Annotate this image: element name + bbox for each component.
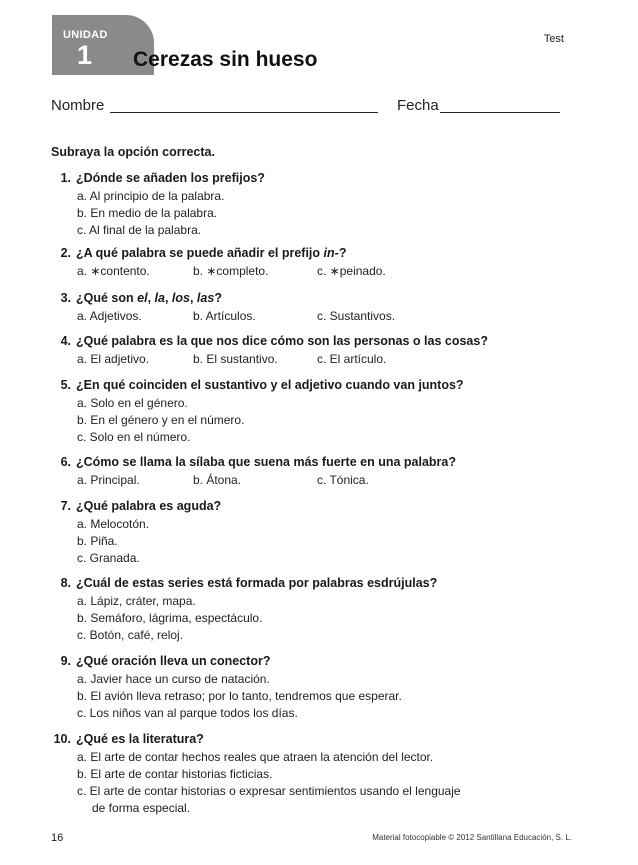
copyright: Material fotocopiable © 2012 Santillana Educación, S. L. [372,833,572,842]
option[interactable]: a. Adjetivos. [77,309,142,323]
option[interactable]: c. Tónica. [317,473,369,487]
question-text-part: ? [338,246,347,260]
question-number: 7. [60,499,71,513]
option[interactable]: a. El adjetivo. [77,352,150,366]
name-field[interactable] [110,112,378,113]
question-text: ¿Qué palabra es la que nos dice cómo son las personas o las cosas? [76,334,488,348]
section-label: Test [543,33,564,45]
date-label: Fecha [397,97,439,114]
question-number: 5. [60,378,71,392]
option[interactable]: a. El arte de contar hechos reales que atraen la atención del lector. [77,750,434,764]
question-number: 2. [60,246,71,260]
option[interactable]: c. Granada. [77,551,140,565]
instruction: Subraya la opción correcta. [51,145,215,159]
option[interactable]: b. En medio de la palabra. [77,206,218,220]
unit-number: 1 [77,40,93,70]
option[interactable]: b. Átona. [193,473,242,487]
question-text: ¿Dónde se añaden los prefijos? [76,171,265,185]
question-text: ¿Cuál de estas series está formada por palabras esdrújulas? [76,576,438,590]
question-text: ¿Qué son el, la, los, las? [76,291,222,305]
option[interactable]: b. Semáforo, lágrima, espectáculo. [77,611,263,625]
option[interactable]: b. El arte de contar historias ficticias. [77,767,273,781]
page-number: 16 [51,832,64,844]
page-title: Cerezas sin hueso [133,48,318,71]
question-number: 3. [60,291,71,305]
option[interactable]: b. ∗completo. [193,264,269,278]
question-number: 9. [60,654,71,668]
option[interactable]: b. En el género y en el número. [77,413,245,427]
unit-label: UNIDAD [63,29,108,41]
option[interactable]: b. El avión lleva retraso; por lo tanto, tendremos que esperar. [77,689,402,703]
question-text: ¿Cómo se llama la sílaba que suena más fuerte en una palabra? [76,455,456,469]
question-text-part: ¿A qué palabra se puede añadir el prefijo [76,246,324,260]
option[interactable]: c. El artículo. [317,352,387,366]
question-number: 1. [60,171,71,185]
option[interactable]: c. Solo en el número. [77,430,191,444]
question-number: 8. [60,576,71,590]
option[interactable]: c. El arte de contar historias o expresar sentimientos usando el lenguaje [77,784,461,798]
option[interactable]: a. Al principio de la palabra. [77,189,225,203]
option[interactable]: a. Melocotón. [77,517,150,531]
option[interactable]: c. Sustantivos. [317,309,396,323]
name-label: Nombre [51,97,105,114]
option[interactable]: b. Piña. [77,534,118,548]
option[interactable]: b. El sustantivo. [193,352,278,366]
option[interactable]: c. Los niños van al parque todos los días. [77,706,298,720]
question-text: ¿Qué es la literatura? [76,732,204,746]
option[interactable]: c. Al final de la palabra. [77,223,202,237]
question-text: ¿Qué palabra es aguda? [76,499,222,513]
option[interactable]: a. ∗contento. [77,264,150,278]
question-text-italic: in- [323,246,339,260]
option[interactable]: a. Javier hace un curso de natación. [77,672,270,686]
option[interactable]: a. Principal. [77,473,140,487]
question-text [76,246,346,260]
option[interactable]: a. Lápiz, cráter, mapa. [77,594,196,608]
option[interactable]: b. Artículos. [193,309,256,323]
date-field[interactable] [440,112,560,113]
question-text: ¿En qué coinciden el sustantivo y el adjetivo cuando van juntos? [76,378,464,392]
option[interactable]: c. ∗peinado. [317,264,386,278]
option[interactable]: c. Botón, café, reloj. [77,628,184,642]
option-continuation: de forma especial. [92,801,191,815]
question-number: 6. [60,455,71,469]
question-number: 4. [60,334,71,348]
question-number: 10. [53,732,71,746]
option[interactable]: a. Solo en el género. [77,396,188,410]
question-text: ¿Qué oración lleva un conector? [76,654,271,668]
